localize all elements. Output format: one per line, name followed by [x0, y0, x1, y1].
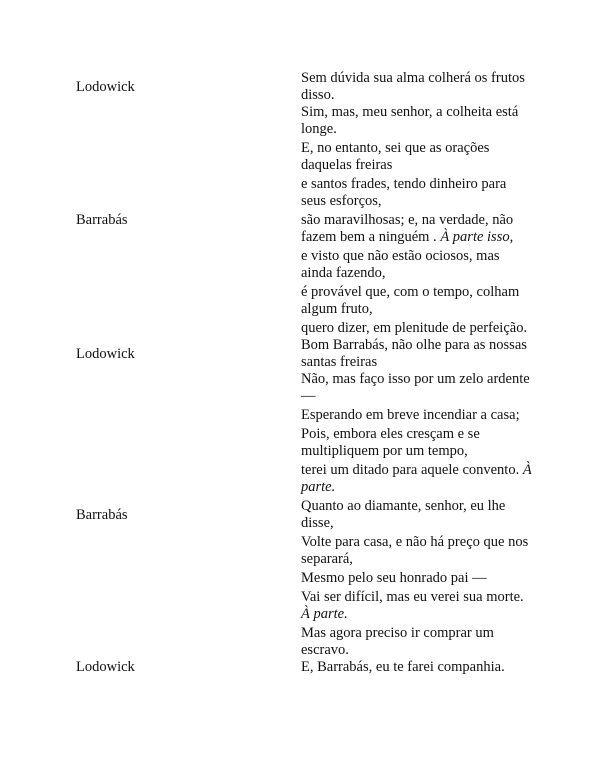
speaker-name: Barrabás: [76, 506, 128, 523]
speech-block: [301, 337, 532, 371]
speech-line: e santos frades, tendo dinheiro para seus esforços,: [301, 176, 507, 209]
dialogue-row: [76, 371, 532, 659]
speech-line: Quanto ao diamante, senhor, eu lhe disse,: [301, 498, 506, 531]
speech-line: Mas agora preciso ir comprar um escravo.: [301, 625, 494, 658]
stage-direction-aside: À parte.: [301, 462, 532, 495]
speech-line: Mesmo pelo seu honrado pai —: [301, 570, 487, 586]
speech-line: é provável que, com o tempo, colham algum fruto,: [301, 284, 520, 317]
dialogue-table: [76, 70, 532, 676]
speech-block: [301, 104, 532, 337]
dialogue-row: [76, 70, 532, 104]
stage-direction-aside: À parte.: [301, 606, 348, 622]
speech-line: terei um ditado para aquele convento. À parte.: [301, 462, 532, 495]
speech-block: [301, 70, 532, 104]
dialogue-row: [76, 659, 532, 676]
speech-line: Sem dúvida sua alma colherá os frutos disso.: [301, 70, 525, 103]
speech-line: Não, mas faço isso por um zelo ardente —: [301, 371, 530, 404]
speech-line: e visto que não estão ociosos, mas ainda fazendo,: [301, 248, 500, 281]
speech-line: Vai ser difícil, mas eu verei sua morte. À parte.: [301, 589, 524, 622]
speech-line: Volte para casa, e não há preço que nos separará,: [301, 534, 529, 567]
speech-block: [301, 371, 532, 659]
speech-line: quero dizer, em plenitude de perfeição.: [301, 320, 528, 336]
speaker-name: Lodowick: [76, 659, 135, 675]
speech-block: [301, 659, 532, 676]
speech-line: Esperando em breve incendiar a casa;: [301, 407, 520, 423]
speech-line: Sim, mas, meu senhor, a colheita está longe.: [301, 104, 519, 137]
speech-line: E, no entanto, sei que as orações daquelas freiras: [301, 140, 490, 173]
speech-line: Pois, embora eles cresçam e se multipliquem por um tempo,: [301, 426, 480, 459]
dialogue-row: [76, 337, 532, 371]
speaker-name: Barrabás: [76, 212, 128, 228]
dialogue-row: [76, 104, 532, 337]
speech-line: Bom Barrabás, não olhe para as nossas santas freiras: [301, 337, 527, 370]
speaker-name: Lodowick: [76, 345, 135, 362]
speech-line: E, Barrabás, eu te farei companhia.: [301, 659, 505, 675]
speaker-name: Lodowick: [76, 78, 135, 95]
stage-direction-aside: À parte isso,: [440, 229, 514, 245]
speech-line: são maravilhosas; e, na verdade, não fazem bem a ninguém . À parte isso,: [301, 212, 514, 245]
